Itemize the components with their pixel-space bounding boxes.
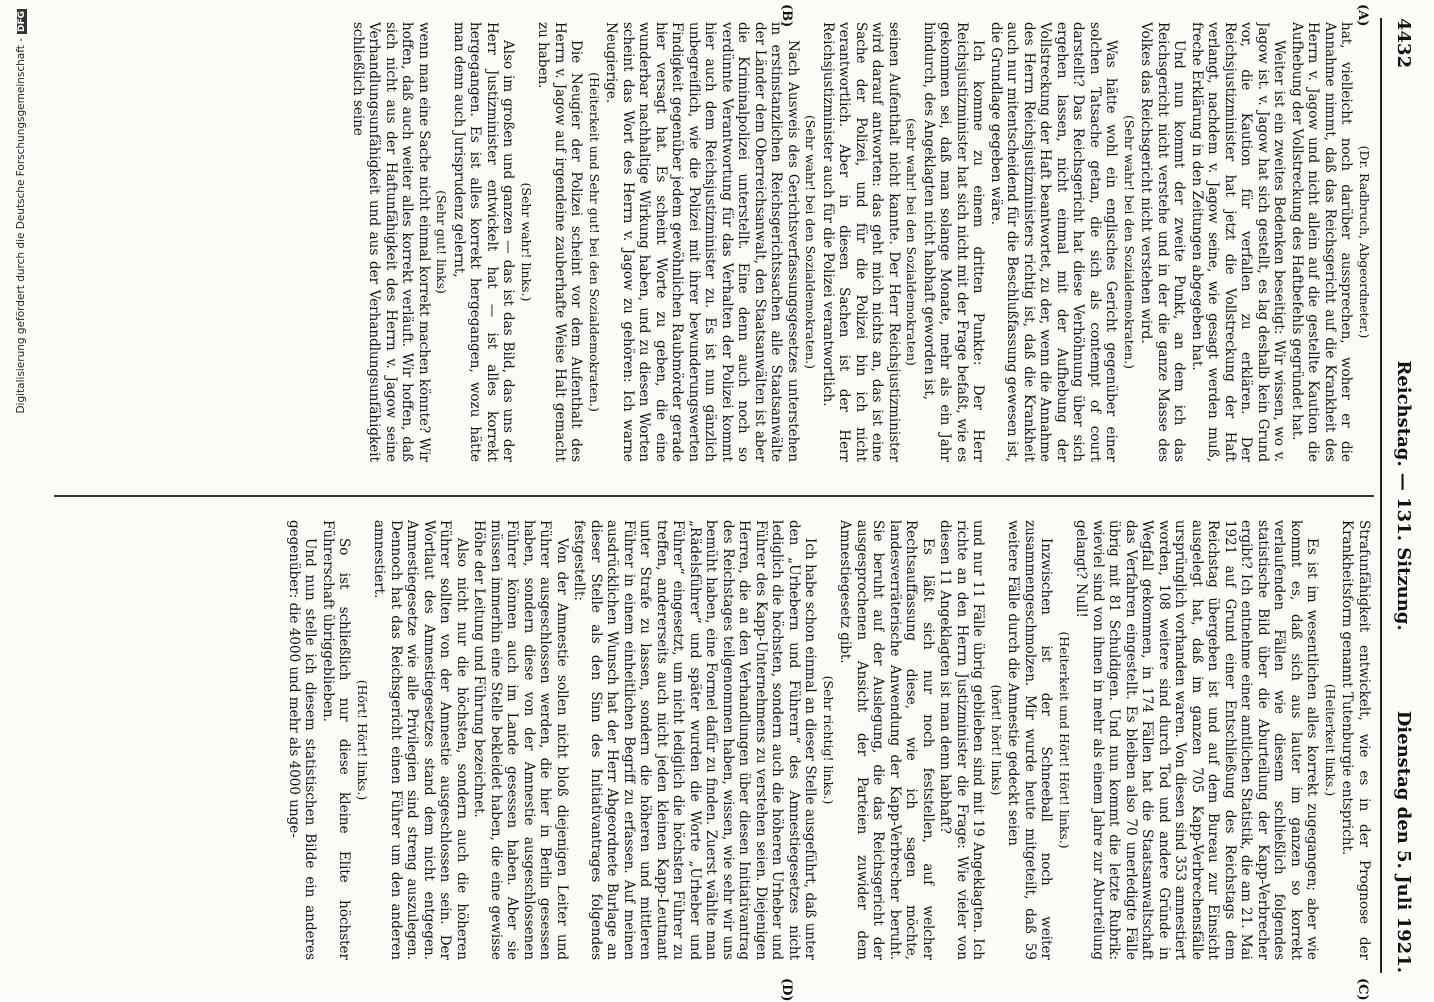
left-column	[82, 22, 1372, 462]
page-header	[1380, 18, 1422, 973]
interjection: (Heiterkeit links.)	[1323, 683, 1338, 797]
paragraph: Also im großen und ganzen — das ist das Bild, das uns der Herr Justizminister entwickelt hat — ist alles korrekt hergegangen. Es ist alles korrekt hergegangen, wozu hätte man denn auch Jurisprudenz gelernt,	[451, 22, 517, 462]
paragraph: Die Neugier der Polizei scheint vor dem Aufenthalt des Herrn v. Jagow auf irgendeine zauberhafte Weise Halt gemacht zu haben.	[535, 22, 585, 462]
interjection: (Sehr wahr! bei den Sozialdemokraten.)	[803, 114, 819, 370]
paragraph: Und nun stelle ich diesem statistischen Bilde ein anderes gegenüber: die 4000 und mehr als 4000 unge-	[286, 520, 319, 960]
paragraph: Weiter ist ein zweites Bedenken beseitigt: Wir wissen, wo v. Jagow ist. v. Jagow hat sich gestellt, es lag deshalb kein Grund vor, die Kaution für verfallen zu erklären. Der Reichsjustizminister hat jetzt die Vollstreckung der Haft verlangt, nachdem v. Jagow seine, wie gesagt werden muß, freche Erklärung in den Zeitungen abgegeben hat.	[1189, 22, 1288, 462]
paragraph: Es läßt sich nur noch feststellen, auf welcher Rechtsauffassung diese, wie ich sagen möchte, landesverräterische Anwendung der Kapp-Verbrecher beruht. Sie beruht auf der Auslegung, die das Reichsgericht der ausgesprochenen Ansicht der Parteien zuwider dem Amnestiegesetz gibt.	[837, 520, 936, 960]
interjection: (hört! hört! links)	[989, 684, 1004, 796]
paragraph: wenn man eine Sache nicht einmal korrekt machen könnte? Wir hoffen, daß auch weiter alles korrekt verläuft. Wir hoffen, daß sich nicht aus der Haftunfähigkeit des Herrn v. Jagow seine Verhandlungsunfähigkeit und aus der Verhandlungsunfähigkeit schließlich seine	[350, 22, 432, 462]
margin-marker-c: (C)	[1355, 978, 1370, 1001]
paragraph: Strafunfähigkeit entwickelt, wie es in der Prognose der Krankheitsform genannt Tutenburgie entspricht.	[1339, 520, 1372, 960]
interjection: (sehr wahr! bei den Sozialdemokraten)	[904, 118, 920, 366]
page-date: Dienstag den 5. Juli 1921.	[1393, 710, 1414, 973]
margin-marker-a: (A)	[1355, 4, 1370, 27]
interjection: (Sehr wahr! bei den Sozialdemokraten.)	[1122, 114, 1137, 370]
quoted-passage: Von der Amnestie sollen nicht bloß diejenigen Leiter und Führer ausgeschlossen werden, die hier in Berlin gesessen haben, sondern diese von der Amnestie ausgeschlossenen Führer können auch im Lande gesessen haben. Aber sie müssen immerhin eine Stelle bekleidet haben, die eine gewisse Höhe der Leitung und Führung bezeichnet.	[471, 520, 570, 960]
paragraph: hat, vielleicht noch darüber aussprechen, woher er die Annahme nimmt, daß das Reichsgericht auf die Krankheit des Herrn v. Jagow und nicht allein auf die gestellte Kaution die Aufhebung der Vollstreckung des Haftbefehls gegründet hat.	[1289, 22, 1355, 462]
interjection: (Heiterkeit und Sehr gut! bei den Sozialdemokraten.)	[587, 72, 602, 412]
interjection: (Sehr wahr! links.)	[519, 182, 534, 302]
dfg-logo: DFG	[17, 11, 27, 33]
interjection: (Hört! Hört! links.)	[355, 679, 370, 801]
column-divider	[54, 495, 1374, 497]
paragraph: Was hätte wohl ein englisches Gericht gegenüber einer solchen Tatsache getan, die sich als contempt of court darstellt? Das Reichsgericht hat diese Verhöhnung über sich ergehen lassen, nicht einmal mit der Aufhebung der Vollstreckung der Haft beantwortet, zu der, wenn die Annahme des Herrn Reichsjustizministers richtig ist, daß die Krankheit auch nur mitentscheidend für die Beschlußfassung gewesen ist, die Grundlage gegeben wäre.	[988, 22, 1120, 462]
paragraph: Ich habe schon einmal an dieser Stelle ausgeführt, daß unter den „Urhebern und Führern“ des Amnestiegesetzes nicht lediglich die höchsten, sondern auch die höheren Urheber und Führer des Kapp-Unternehmens zu verstehen seien. Diejenigen Herren, die an den Verhandlungen über diesen Initiativantrag des Reichstages teilgenommen haben, wissen, wie sehr wir uns bemüht haben, eine Formel dafür zu finden. Zuerst wählte man „Rädelsführer“ und später wurden die Worte „Urheber und Führer“ eingesetzt, um nicht lediglich die höchsten Führer zu treffen, andererseits auch nicht jeden kleinen Kapp-Leutnant unter Strafe zu lassen, sondern die höheren und mittleren Führer in einem einheitlichen Begriff zu erfassen. Auf meinen ausdrücklichen Wunsch hat der Herr Abgeordnete Burlage an dieser Stelle als den Sinn des Initiativantrages folgendes festgestellt:	[571, 520, 819, 960]
paragraph: Nach Ausweis des Gerichtsverfassungsgesetzes unterstehen in erstinstanzlichen Reichsgerichtssachen alle Staatsanwälte der Länder dem Oberreichsanwalt, den Staatsanwälten ist aber die Kriminalpolizei unterstellt. Eine denn auch noch so verdünnte Verantwortung für das Verhalten der Polizei kommt hier auch dem Reichsjustizminister zu. Es ist nun gänzlich unbegreiflich, wie die Polizei mit ihrer bewunderungswerten Findigkeit gegenüber jedem gewöhnlichen Raubmörder gerade hier versagt hat. Es scheint Worte zu geben, die eine wunderbar nachhaltige Wirkung haben, und zu diesen Worten scheint das Wort des Herrn v. Jagow zu gehören: Ich warne Neugierige.	[603, 22, 801, 462]
digitization-credit	[15, 9, 29, 989]
paragraph: Und nun kommt der zweite Punkt, an dem ich das Reichsgericht nicht verstehe und in der die ganze Masse des Volkes das Reichsgericht nicht verstehen wird.	[1138, 22, 1188, 462]
speaker-line: (Dr. Radbruch, Abgeordneter.)	[1357, 145, 1372, 339]
page-number: 4432	[1393, 18, 1414, 69]
interjection: (Heiterkeit und Hört! Hört! links.)	[1057, 631, 1072, 849]
right-column	[82, 520, 1372, 960]
page-title: Reichstag. — 131. Sitzung.	[1393, 360, 1414, 631]
paragraph: und nur 11 Fälle übrig geblieben sind mit 19 Angeklagten. Ich richte an den Herrn Justizminister die Frage: Wie vieler von diesen 11 Angeklagten ist man denn habhaft?	[937, 520, 987, 960]
paragraph: seinen Aufenthalt nicht kannte. Der Herr Reichsjustizminister wird darauf antworten: das geht mich nichts an, das ist eine Sache der Polizei, und für die Polizei bin ich nicht verantwortlich. Aber in diesen Sachen ist der Herr Reichsjustizminister auch für die Polizei verantwortlich.	[820, 22, 902, 462]
margin-marker-d: (D)	[779, 978, 794, 1002]
interjection: (Sehr gut! links)	[434, 190, 450, 294]
paragraph: Also nicht nur die höchsten, sondern auch die höheren Führer sollten von der Amnestie ausgeschlossen sein. Der Wortlaut des Amnestiegesetzes stand dem nicht entgegen. Amnestiegesetze wie alle Privilegien sind streng auszulegen. Dennoch hat das Reichsgericht einen Führer um den anderen amnestiert.	[371, 520, 470, 960]
interjection: (Sehr richtig! links.)	[821, 675, 836, 805]
paragraph: Inzwischen ist der Schneeball noch weiter zusammengeschmolzen. Mir wurde heute mitgeteilt, daß 59 weitere Fälle durch die Amnestie gedeckt seien	[1005, 520, 1055, 960]
paragraph: So ist schließlich nur diese kleine Elite höchster Führerschaft übriggeblieben.	[320, 520, 353, 960]
paragraph: Es ist im wesentlichen alles korrekt zugegangen; aber wie kommt es, daß sich aus lauter im ganzen so korrekt verlaufenden Fällen wie diesem schließlich folgendes statistische Bild über die Aburteilung der Kapp-Verbrecher ergibt? Ich entnehme einer amtlichen Statistik, die am 21. Mai 1921 auf Grund einer Entschließung des Reichstags dem Reichstag übergeben ist und auf dem Bureau zur Einsicht ausgelegt hat, daß im ganzen 705 Kapp-Verbrechensfälle ursprünglich vorhanden waren. Von diesen sind 353 amnestiert worden, 108 weitere sind durch Tod und andere Gründe in Wegfall gekommen, in 174 Fällen hat die Staatsanwaltschaft das Verfahren eingestellt. Es bleiben also 70 unerledigte Fälle übrig mit 81 Schuldigen. Und nun kommt die letzte Rubrik: wieviel sind von ihnen in mehr als einem Jahre zur Aburteilung gelangt? Null!	[1073, 520, 1321, 960]
margin-marker-b: (B)	[779, 4, 794, 28]
credit-text: Digitalisierung gefördert durch die Deutsche Forschungsgemeinschaft -	[15, 38, 27, 414]
paragraph: Ich komme zu einem dritten Punkte: Der Herr Reichsjustizminister hat sich nicht mit der Frage befaßt, wie es gekommen sei, daß man solange Monate, mehr als ein Jahr hindurch, des Angeklagten nicht habhaft geworden ist,	[921, 22, 987, 462]
